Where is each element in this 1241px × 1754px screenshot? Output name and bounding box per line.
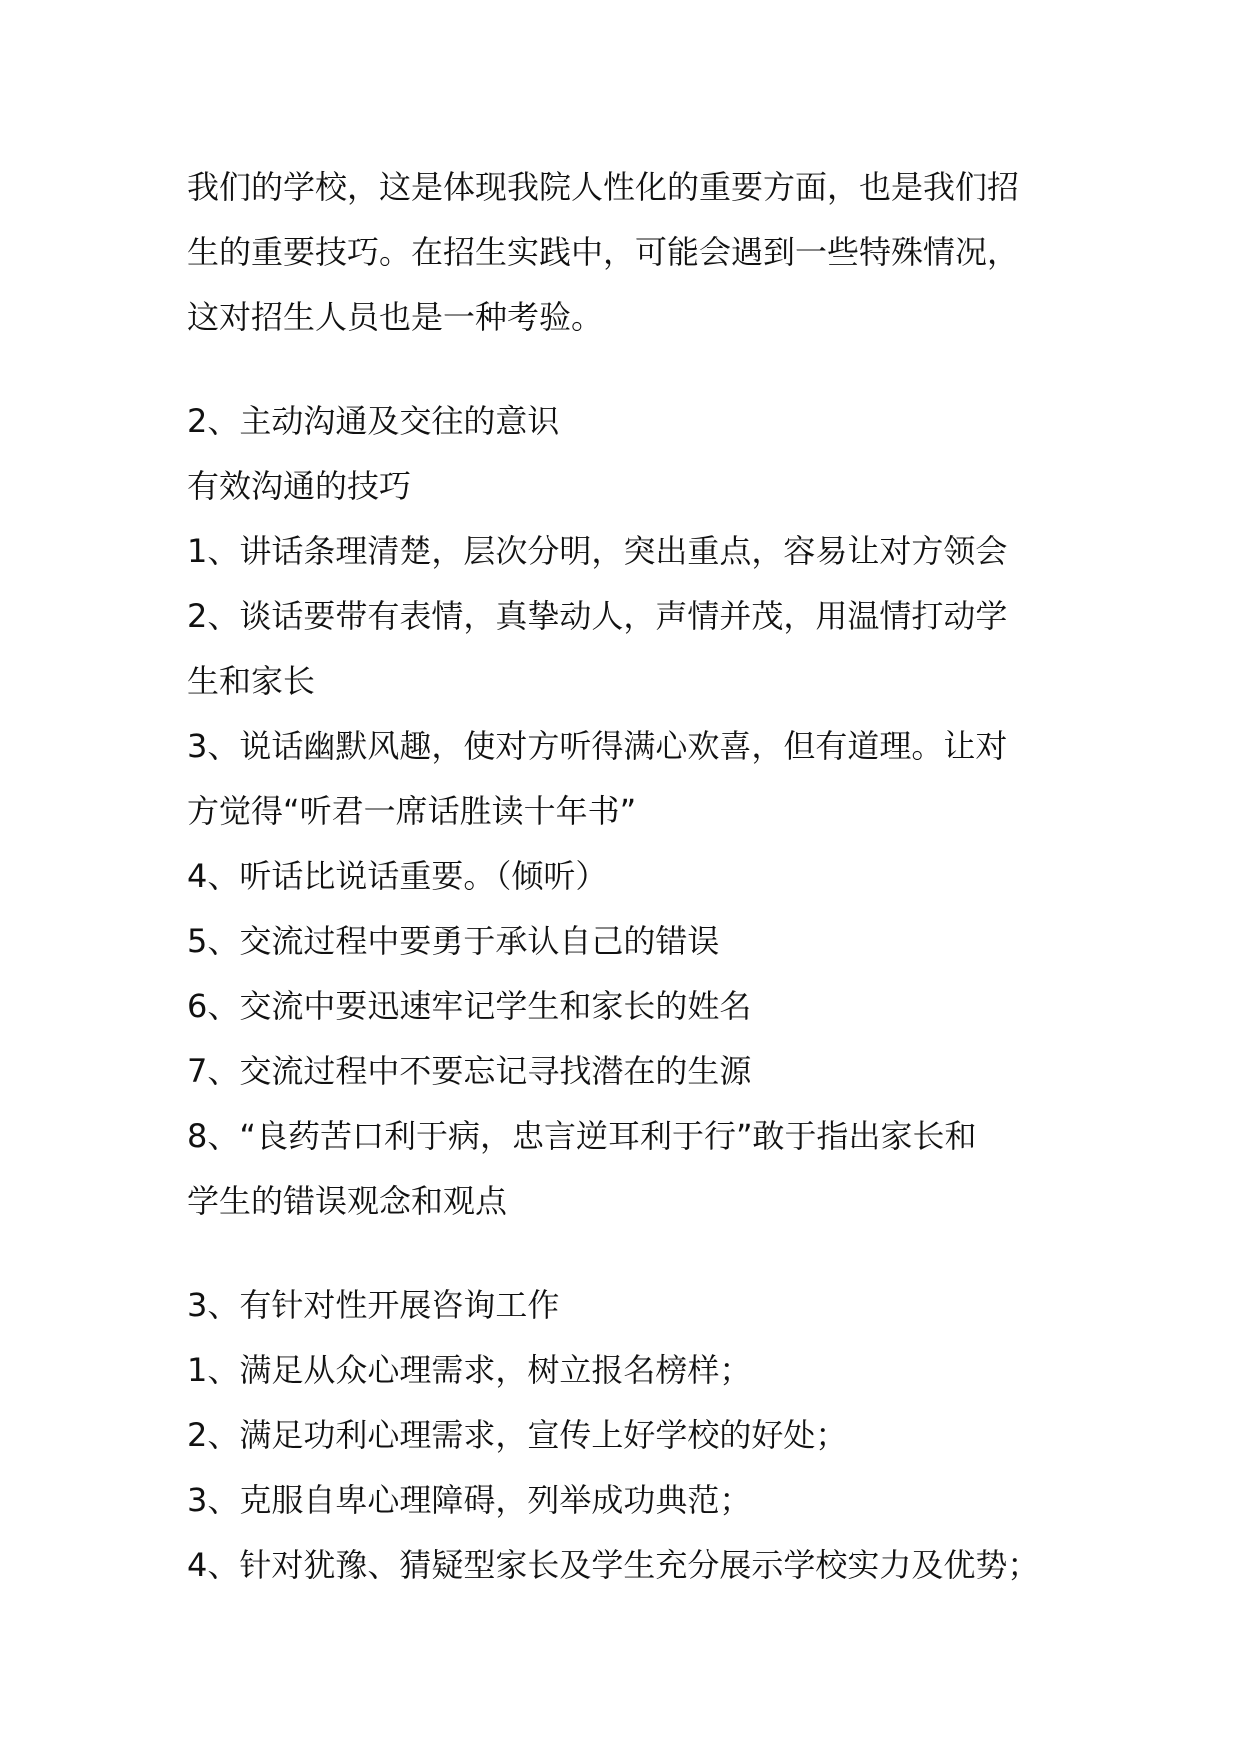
list-item: 1、满足从众心理需求，树立报名榜样；	[187, 1351, 752, 1389]
section-gap	[187, 1234, 1067, 1273]
section-heading: 2、主动沟通及交往的意识	[187, 402, 560, 440]
list-item: 2、满足功利心理需求，宣传上好学校的好处；	[187, 1416, 848, 1454]
list-item: 8、“良药苦口利于病，忠言逆耳利于行”敢于指出家长和	[187, 1117, 977, 1155]
list-item-continuation: 学生的错误观念和观点	[187, 1182, 508, 1220]
section-subheading: 有效沟通的技巧	[187, 467, 412, 505]
section-communication	[187, 389, 1067, 1234]
list-item: 1、讲话条理清楚，层次分明，突出重点，容易让对方领会	[187, 532, 1008, 570]
list-item: 7、交流过程中不要忘记寻找潜在的生源	[187, 1052, 752, 1090]
paragraph-line: 我们的学校，这是体现我院人性化的重要方面，也是我们招	[187, 168, 1020, 206]
section-consulting	[187, 1273, 1067, 1598]
list-item: 4、针对犹豫、猜疑型家长及学生充分展示学校实力及优势；	[187, 1546, 1040, 1584]
paragraph-line: 生的重要技巧。在招生实践中，可能会遇到一些特殊情况，	[187, 233, 1020, 271]
intro-paragraph	[187, 155, 1067, 350]
list-item: 3、说话幽默风趣，使对方听得满心欢喜，但有道理。让对	[187, 727, 1008, 765]
section-gap	[187, 350, 1067, 389]
list-item: 5、交流过程中要勇于承认自己的错误	[187, 922, 720, 960]
list-item: 2、谈话要带有表情，真挚动人，声情并茂，用温情打动学	[187, 597, 1008, 635]
list-item: 4、听话比说话重要。（倾听）	[187, 857, 608, 895]
section-heading: 3、有针对性开展咨询工作	[187, 1286, 560, 1324]
paragraph-line: 这对招生人员也是一种考验。	[187, 298, 604, 336]
list-item-continuation: 方觉得“听君一席话胜读十年书”	[187, 792, 637, 830]
document-body	[187, 155, 1067, 1598]
list-item-continuation: 生和家长	[187, 662, 316, 700]
list-item: 3、克服自卑心理障碍，列举成功典范；	[187, 1481, 752, 1519]
list-item: 6、交流中要迅速牢记学生和家长的姓名	[187, 987, 752, 1025]
